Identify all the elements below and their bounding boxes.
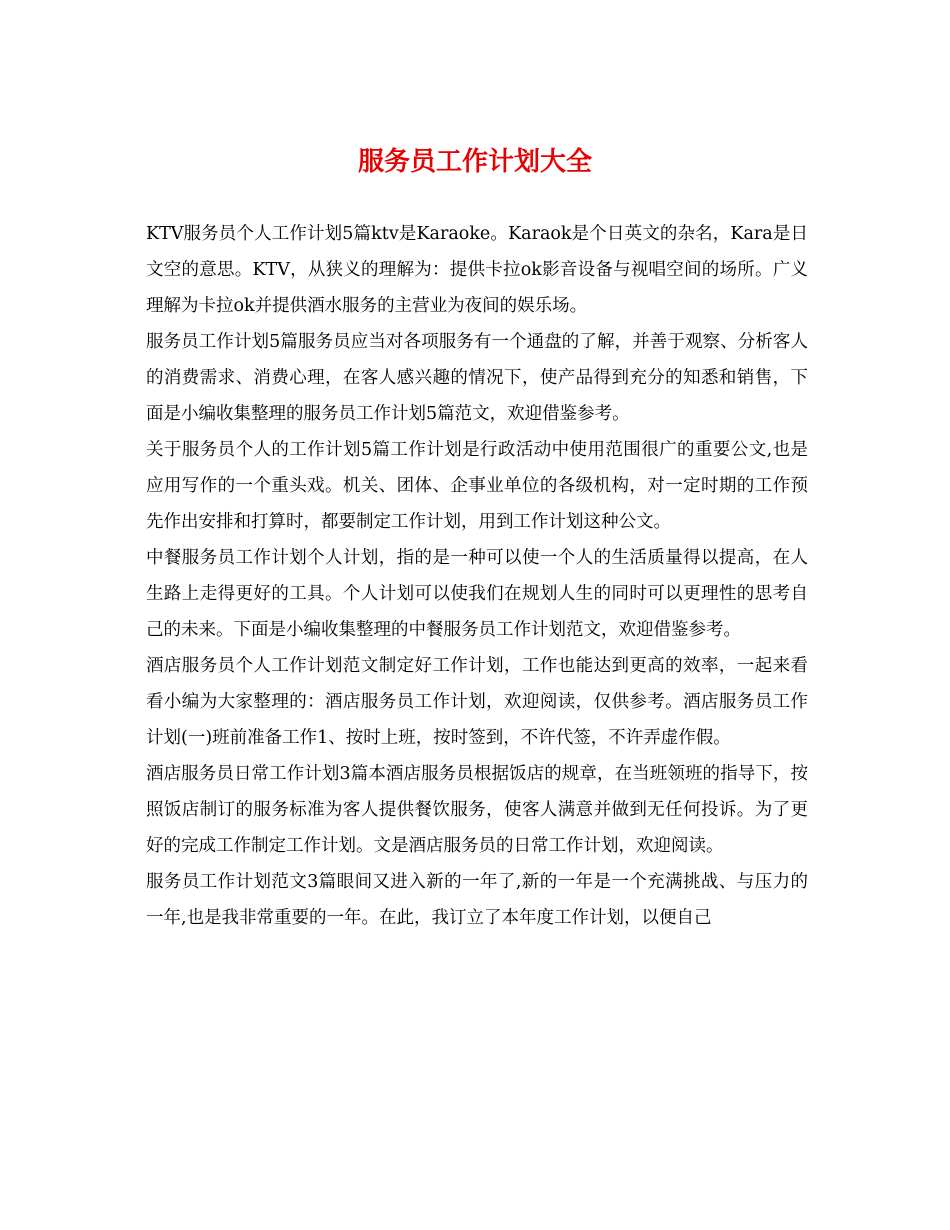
- paragraph-waiter-plan-sample: 服务员工作计划范文3篇眼间又进入新的一年了,新的一年是一个充满挑战、与压力的一年,也是我非常重要的一年。在此，我订立了本年度工作计划，以便自己: [146, 872, 808, 928]
- paragraph-ktv-plan: KTV服务员个人工作计划5篇ktv是Karaoke。Karaok是个日英文的杂名，Kara是日文空的意思。KTV，从狭义的理解为：提供卡拉ok影音设备与视唱空间的场所。广义理解为卡拉ok并提供酒水服务的主营业为夜间的娱乐场。: [146, 224, 808, 316]
- paragraph-waiter-plan: 服务员工作计划5篇服务员应当对各项服务有一个通盘的了解，并善于观察、分析客人的消费需求、消费心理，在客人感兴趣的情况下，使产品得到充分的知悉和销售，下面是小编收集整理的服务员工作计划5篇范文，欢迎借鉴参考。: [146, 332, 808, 424]
- paragraph-chinese-restaurant-plan: 中餐服务员工作计划个人计划，指的是一种可以使一个人的生活质量得以提高，在人生路上走得更好的工具。个人计划可以使我们在规划人生的同时可以更理性的思考自己的未来。下面是小编收集整理的中餐服务员工作计划范文，欢迎借鉴参考。: [146, 548, 808, 640]
- document-body: [146, 216, 808, 936]
- document-title: 服务员工作计划大全: [357, 147, 592, 177]
- paragraph-personal-plan: 关于服务员个人的工作计划5篇工作计划是行政活动中使用范围很广的重要公文,也是应用写作的一个重头戏。机关、团体、企事业单位的各级机构，对一定时期的工作预先作出安排和打算时，都要制定工作计划，用到工作计划这种公文。: [146, 440, 808, 532]
- paragraph-hotel-personal-plan: 酒店服务员个人工作计划范文制定好工作计划，工作也能达到更高的效率，一起来看看小编为大家整理的：酒店服务员工作计划，欢迎阅读，仅供参考。酒店服务员工作计划(一)班前准备工作1、按时上班，按时签到，不许代签，不许弄虚作假。: [146, 656, 808, 748]
- paragraph-hotel-daily-plan: 酒店服务员日常工作计划3篇本酒店服务员根据饭店的规章，在当班领班的指导下，按照饭店制订的服务标准为客人提供餐饮服务，使客人满意并做到无任何投诉。为了更好的完成工作制定工作计划。文是酒店服务员的日常工作计划，欢迎阅读。: [146, 764, 808, 856]
